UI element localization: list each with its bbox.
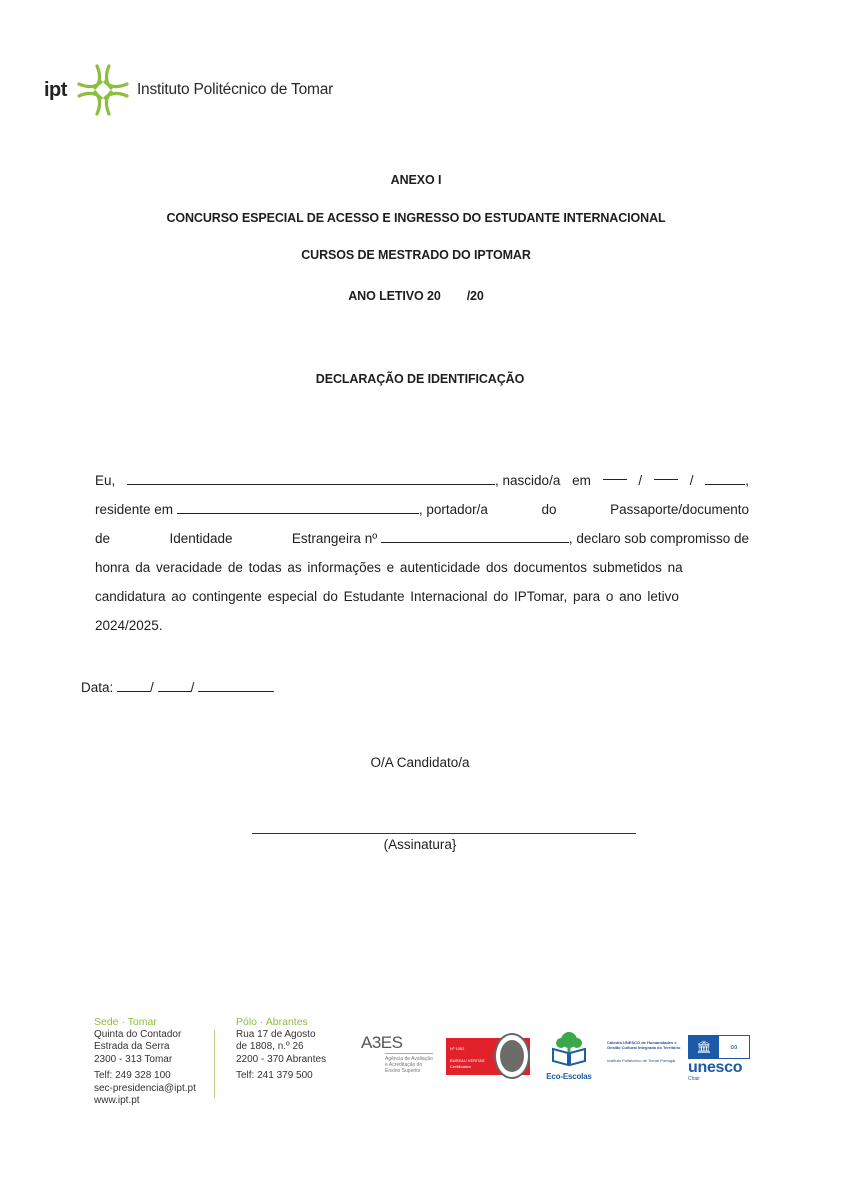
sede-address-line: Estrada da Serra xyxy=(94,1041,170,1052)
unesco-chair-desc: Cátedra UNESCO de Humanidades e Gestão Cultural Integrada do Território xyxy=(607,1040,681,1050)
signature-label: (Assinatura} xyxy=(383,837,457,852)
polo-phone: Telf: 241 379 500 xyxy=(236,1070,313,1081)
declaration-line-6: 2024/2025. xyxy=(95,618,163,633)
logo-abbreviation: ipt xyxy=(44,78,67,101)
date-separator: / xyxy=(150,680,154,695)
eco-escolas-tree-book-icon xyxy=(549,1031,589,1067)
candidate-label: O/A Candidato/a xyxy=(370,755,470,770)
declaration-line-4: honra da veracidade de todas as informações e autenticidade dos documentos submetidos na xyxy=(95,560,683,575)
document-number-field[interactable] xyxy=(381,529,569,543)
unesco-chair-emblem-icon: ∞ xyxy=(719,1036,749,1058)
declaration-body xyxy=(95,466,749,640)
date-separator: / xyxy=(689,473,694,488)
text-em: em xyxy=(572,473,591,488)
date-month-field[interactable] xyxy=(158,678,191,692)
footer-polo xyxy=(236,1016,326,1083)
declaration-title: DECLARAÇÃO DE IDENTIFICAÇÃO xyxy=(315,372,525,386)
eco-escolas-label: Eco-Escolas xyxy=(546,1072,592,1081)
declaration-line-3 xyxy=(95,524,749,553)
bureau-veritas-seal-icon xyxy=(494,1033,530,1079)
school-year-prefix: ANO LETIVO 20 xyxy=(348,289,441,303)
comma: , xyxy=(745,473,749,488)
bv-name: BUREAU VERITAS xyxy=(450,1058,485,1063)
unesco-chair-description xyxy=(607,1040,685,1063)
a3es-subtitle: Agência de Avaliação e Acreditação do Ensino Superior xyxy=(385,1053,433,1074)
text-estrangeira: Estrangeira nº xyxy=(291,531,378,546)
full-name-field[interactable] xyxy=(127,471,495,485)
unesco-chair-label: Chair xyxy=(688,1076,700,1082)
bv-number: Nº 1052 xyxy=(450,1046,465,1051)
polo-address-line: de 1808, n.º 26 xyxy=(236,1041,304,1052)
annex-title: ANEXO I xyxy=(390,173,442,187)
sede-website[interactable]: www.ipt.pt xyxy=(94,1095,140,1106)
signature-field[interactable] xyxy=(252,833,636,834)
date-row xyxy=(81,678,274,695)
institution-logo xyxy=(44,62,333,118)
polo-address-line: Rua 17 de Agosto xyxy=(236,1028,316,1040)
polo-address-line: 2200 - 370 Abrantes xyxy=(236,1053,327,1065)
a3es-logo xyxy=(361,1033,433,1074)
residence-field[interactable] xyxy=(177,500,419,514)
text-passaporte: Passaporte/documento xyxy=(610,502,749,517)
date-separator: / xyxy=(638,473,643,488)
bv-sub: Certification xyxy=(450,1064,472,1069)
sede-email[interactable]: sec-presidencia@ipt.pt xyxy=(94,1082,196,1094)
courses-title: CURSOS DE MESTRADO DO IPTOMAR xyxy=(301,248,531,262)
text-declaro: , declaro sob compromisso de xyxy=(568,531,749,546)
text-residente: residente em xyxy=(95,502,174,517)
birth-month-field[interactable] xyxy=(654,466,678,480)
unesco-chair-inst: Instituto Politécnico de Tomar Portugal xyxy=(607,1058,676,1063)
footer-divider xyxy=(214,1030,215,1098)
ipt-cross-logo-icon xyxy=(75,62,131,118)
a3es-title: A3ES xyxy=(361,1033,403,1052)
sede-heading: Sede · Tomar xyxy=(94,1016,157,1028)
sede-phone: Telf: 249 328 100 xyxy=(94,1070,171,1081)
text-portador: , portador/a xyxy=(418,502,488,517)
school-year-title xyxy=(0,289,840,303)
text-identidade: Identidade xyxy=(169,531,233,546)
text-eu: Eu, xyxy=(95,473,116,488)
institution-name: Instituto Politécnico de Tomar xyxy=(136,81,334,98)
text-do: do xyxy=(541,502,557,517)
contest-title: CONCURSO ESPECIAL DE ACESSO E INGRESSO DO ESTUDANTE INTERNACIONAL xyxy=(166,211,666,225)
date-separator: / xyxy=(190,680,195,695)
sede-address-line: Quinta do Contador xyxy=(94,1028,182,1040)
birth-year-field[interactable] xyxy=(705,471,745,485)
date-year-field[interactable] xyxy=(198,678,274,692)
declaration-line-1 xyxy=(95,466,749,495)
date-day-field[interactable] xyxy=(117,678,150,692)
polo-heading: Pólo · Abrantes xyxy=(236,1016,308,1028)
unesco-wordmark: unesco xyxy=(688,1059,743,1076)
birth-day-field[interactable] xyxy=(603,466,627,480)
unesco-logo xyxy=(688,1035,750,1082)
declaration-line-2 xyxy=(95,495,749,524)
unesco-temple-icon: 🏛 xyxy=(689,1036,719,1058)
text-born: , nascido/a xyxy=(495,473,561,488)
date-label: Data: xyxy=(81,680,114,695)
footer-sede xyxy=(94,1016,196,1108)
school-year-suffix: /20 xyxy=(466,289,484,303)
text-de: de xyxy=(95,531,111,546)
declaration-line-5: candidatura ao contingente especial do Estudante Internacional do IPTomar, para o ano letivo xyxy=(95,589,679,604)
sede-address-line: 2300 - 313 Tomar xyxy=(94,1053,173,1065)
eco-escolas-logo xyxy=(546,1031,592,1081)
